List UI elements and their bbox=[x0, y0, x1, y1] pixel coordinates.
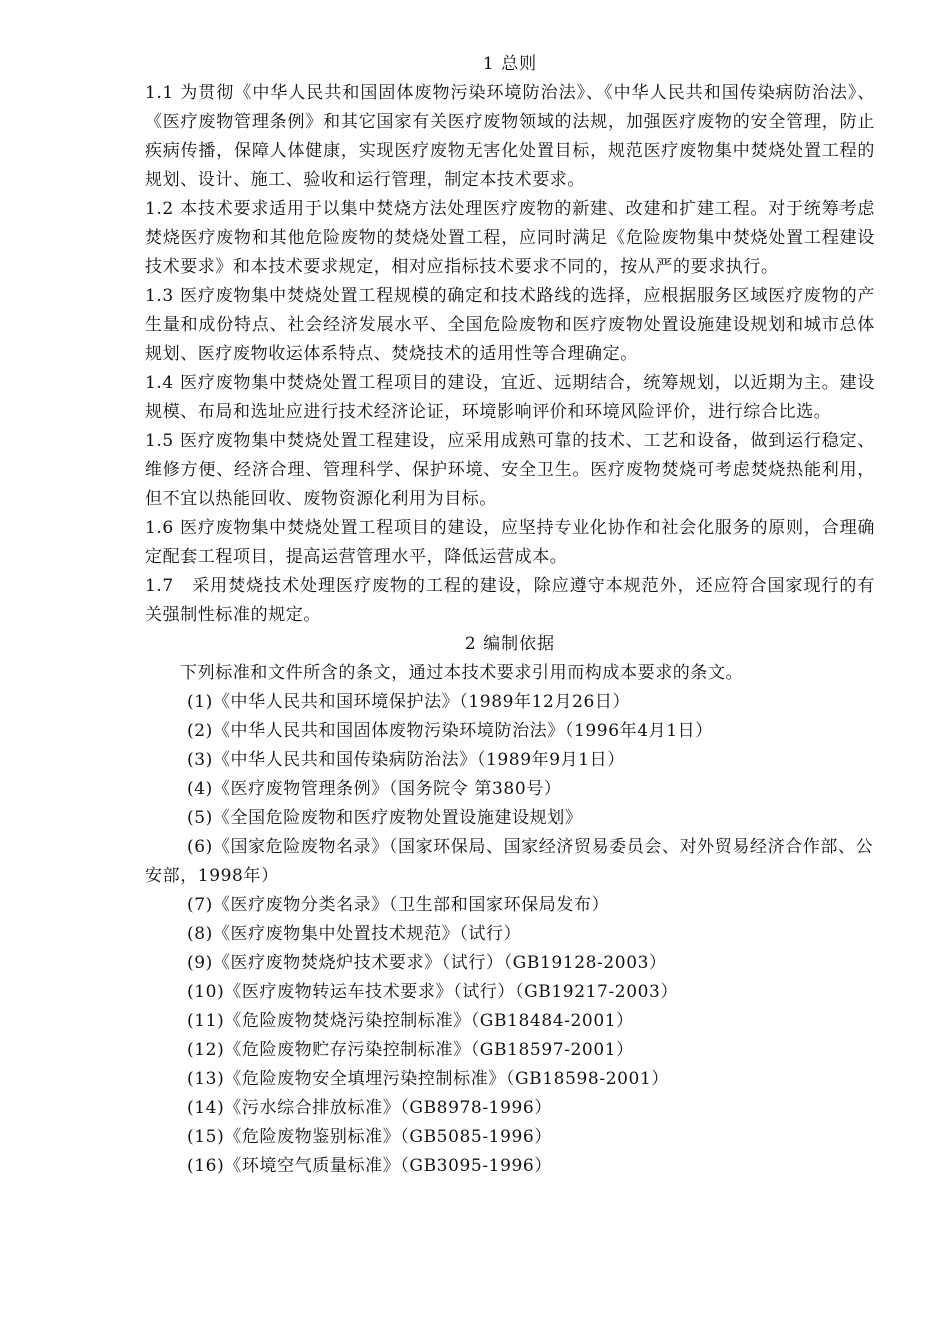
reference-item: (7)《医疗废物分类名录》（卫生部和国家环保局发布） bbox=[187, 895, 610, 915]
reference-item: (16)《环境空气质量标准》（GB3095-1996） bbox=[187, 1156, 552, 1176]
clause-1-6: 1.6 医疗废物集中焚烧处置工程项目的建设，应坚持专业化协作和社会化服务的原则，合理确定配套工程项目，提高运营管理水平，降低运营成本。 bbox=[145, 518, 875, 567]
section-1-title: 1 总则 bbox=[482, 54, 538, 74]
reference-item: (13)《危险废物安全填埋污染控制标准》（GB18598-2001） bbox=[187, 1069, 669, 1089]
reference-item: (9)《医疗废物焚烧炉技术要求》（试行）（GB19128-2003） bbox=[187, 953, 667, 973]
clause-1-3: 1.3 医疗废物集中焚烧处置工程规模的确定和技术路线的选择，应根据服务区域医疗废物的产生量和成份特点、社会经济发展水平、全国危险废物和医疗废物处置设施建设规划和城市总体规划、医疗废物收运体系特点、焚烧技术的适用性等合理确定。 bbox=[145, 286, 875, 364]
reference-item: (6)《国家危险废物名录》（国家环保局、国家经济贸易委员会、对外贸易经济合作部、公安部，1998年） bbox=[145, 837, 874, 886]
reference-item: (8)《医疗废物集中处置技术规范》（试行） bbox=[187, 924, 522, 944]
section-2-intro: 下列标准和文件所含的条文，通过本技术要求引用而构成本要求的条文。 bbox=[180, 663, 744, 683]
reference-item: (11)《危险废物焚烧污染控制标准》（GB18484-2001） bbox=[187, 1011, 634, 1031]
clause-1-4: 1.4 医疗废物集中焚烧处置工程项目的建设，宜近、远期结合，统筹规划，以近期为主。建设规模、布局和选址应进行技术经济论证，环境影响评价和环境风险评价，进行综合比选。 bbox=[145, 373, 875, 422]
reference-item: (14)《污水综合排放标准》（GB8978-1996） bbox=[187, 1098, 552, 1118]
reference-item: (5)《全国危险废物和医疗废物处置设施建设规划》 bbox=[187, 808, 583, 828]
section-2-title: 2 编制依据 bbox=[464, 634, 556, 654]
clause-1-7: 1.7 采用焚烧技术处理医疗废物的工程的建设，除应遵守本规范外，还应符合国家现行的有关强制性标准的规定。 bbox=[145, 576, 875, 625]
reference-item: (2)《中华人民共和国固体废物污染环境防治法》（1996年4月1日） bbox=[187, 721, 713, 741]
reference-item: (12)《危险废物贮存污染控制标准》（GB18597-2001） bbox=[187, 1040, 634, 1060]
reference-item: (4)《医疗废物管理条例》（国务院令 第380号） bbox=[187, 779, 562, 799]
document-page bbox=[145, 50, 875, 1181]
reference-item: (1)《中华人民共和国环境保护法》（1989年12月26日） bbox=[187, 692, 631, 712]
clause-1-2: 1.2 本技术要求适用于以集中焚烧方法处理医疗废物的新建、改建和扩建工程。对于统筹考虑焚烧医疗废物和其他危险废物的焚烧处置工程，应同时满足《危险废物集中焚烧处置工程建设技术要求》和本技术要求规定，相对应指标技术要求不同的，按从严的要求执行。 bbox=[145, 199, 875, 277]
clause-1-5: 1.5 医疗废物集中焚烧处置工程建设，应采用成熟可靠的技术、工艺和设备，做到运行稳定、维修方便、经济合理、管理科学、保护环境、安全卫生。医疗废物焚烧可考虑焚烧热能利用，但不宜以热能回收、废物资源化利用为目标。 bbox=[145, 431, 875, 509]
reference-item: (3)《中华人民共和国传染病防治法》（1989年9月1日） bbox=[187, 750, 625, 770]
reference-item: (15)《危险废物鉴别标准》（GB5085-1996） bbox=[187, 1127, 552, 1147]
reference-item: (10)《医疗废物转运车技术要求》（试行）（GB19217-2003） bbox=[187, 982, 679, 1002]
clause-1-1: 1.1 为贯彻《中华人民共和国固体废物污染环境防治法》、《中华人民共和国传染病防治法》、《医疗废物管理条例》和其它国家有关医疗废物领域的法规，加强医疗废物的安全管理，防止疾病传播，保障人体健康，实现医疗废物无害化处置目标，规范医疗废物集中焚烧处置工程的规划、设计、施工、验收和运行管理，制定本技术要求。 bbox=[145, 83, 875, 190]
